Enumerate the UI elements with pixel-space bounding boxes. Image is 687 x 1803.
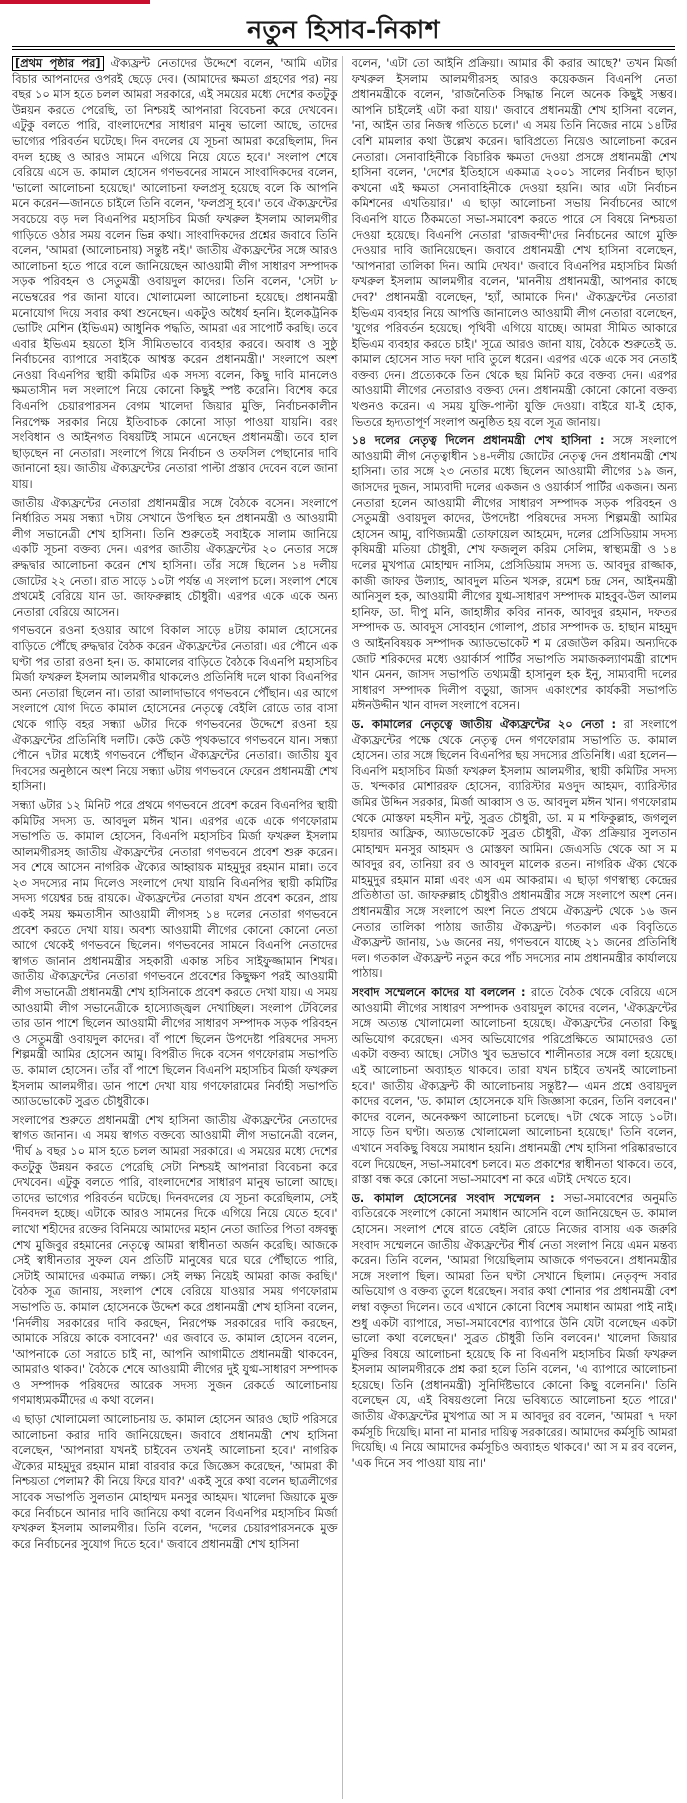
paragraph xyxy=(352,717,678,982)
headline-rule xyxy=(12,46,675,50)
paragraph-text: সঙ্গে সংলাপে আওয়ামী লীগ নেতৃত্বাধীন ১৪-দলীয় জোটের নেতৃত্ব দেন প্রধানমন্ত্রী শেখ হাসিনা। তার সঙ্গে ২৩ নেতার মধ্যে ছিলেন আওয়ামী লীগের ১৯ জন, জাসদের দুজন, সাম্যবাদী দলের একজন ও ওয়ার্কার্স পার্টির একজন। অন্য নেতারা হলেন আওয়ামী লীগের সাধারণ সম্পাদক সড়ক পরিবহন ও সেতুমন্ত্রী ওবায়দুল কাদের, উপদেষ্টা পরিষদের সদস্য শিল্পমন্ত্রী আমির হোসেন আমু, বাণিজ্যমন্ত্রী তোফায়েল আহমেদ, দলের প্রেসিডিয়াম সদস্য কৃষিমন্ত্রী মতিয়া চৌধুরী, শেখ ফজলুল করিম সেলিম, স্বাস্থ্যমন্ত্রী ও ১৪ দলের মুখপাত্র মোহাম্মদ নাসিম, প্রেসিডিয়াম সদস্য ড. আবদুর রাজ্জাক, কাজী জাফর উল্যাহ, আবদুল মতিন খসরু, রমেশ চন্দ্র সেন, আইনমন্ত্রী আনিসুল হক, আওয়ামী লীগের যুগ্ম-সাধারণ সম্পাদক মাহবুব-উল আলম হানিফ, ডা. দীপু মনি, জাহাঙ্গীর কবির নানক, আবদুর রহমান, দফতর সম্পাদক ড. আবদুস সোবহান গোলাপ, প্রচার সম্পাদক ড. হাছান মাহমুদ ও আইনবিষয়ক সম্পাদক অ্যাডভোকেট শ ম রেজাউল করিম। অন্যদিকে জোট শরিকদের মধ্যে ওয়ার্কার্স পার্টির সভাপতি সমাজকল্যাণমন্ত্রী রাশেদ খান মেনন, জাসদ সভাপতি তথ্যমন্ত্রী হাসানুল হক ইনু, সাম্যবাদী দলের সাধারণ সম্পাদক দিলীপ বড়ুয়া, জাসদ একাংশের কার্যকরী সভাপতি মঈনউদ্দীন খান বাদল সংলাপে বসেন। xyxy=(351,434,677,713)
paragraph xyxy=(352,1191,678,1472)
article-body xyxy=(12,56,677,1799)
paragraph-text: রা সংলাপে ঐক্যফ্রন্টের পক্ষে থেকে নেতৃত্ব দেন গণফোরাম সভাপতি ড. কামাল হোসেন। তার সঙ্গে ছিলেন বিএনপির ছয় সদস্যের প্রতিনিধি। এরা হলেন—বিএনপি মহাসচিব মির্জা ফখরুল ইসলাম আলমগীর, স্থায়ী কমিটির সদস্য ড. খন্দকার মোশাররফ হোসেন, ব্যারিস্টার মওদুদ আহমদ, ব্যারিস্টার জমির উদ্দিন সরকার, মির্জা আব্বাস ও ড. আবদুল মঈন খান। গণফোরাম থেকে মোস্তফা মহসীন মন্টু, সুব্রত চৌধুরী, ডা. ম ম শফিকুল্লাহ, জগলুল হায়দার আফ্রিক, অ্যাডভোকেট সুব্রত চৌধুরী, ঐক্য প্রক্রিয়ার সুলতান মোহাম্মদ মনসুর আহমদ ও মোস্তফা আমিন। জেএসডি থেকে আ স ম আবদুর রব, তানিয়া রব ও আবদুল মালেক রতন। নাগরিক ঐক্য থেকে মাহমুদুর রহমান মান্না এবং এস এম আকরাম। এ ছাড়া গণস্বাস্থ্য কেন্দ্রের প্রতিষ্ঠাতা ডা. জাফরুল্লাহ চৌধুরীও প্রধানমন্ত্রীর সঙ্গে সংলাপে অংশ নেন। প্রধানমন্ত্রীর সঙ্গে সংলাপে অংশ নিতে প্রথমে ঐক্যফ্রন্ট থেকে ১৬ জন নেতার তালিকা পাঠায় জাতীয় ঐক্যফ্রন্ট। গতকাল এক বিবৃতিতে ঐক্যফ্রন্ট জানায়, ১৬ জনের নয়, গণভবনে যাচ্ছে ২১ জনের প্রতিনিধি দল। গতকাল ঐক্যফ্রন্ট নতুন করে পাঁচ সদস্যের নাম প্রধানমন্ত্রীর কার্যালয়ে পাঠায়। xyxy=(351,717,677,981)
subheading-14-party: ১৪ দলের নেতৃত্ব দিলেন প্রধানমন্ত্রী শেখ হাসিনা : xyxy=(351,434,605,448)
paragraph: সংলাপের শুরুতে প্রধানমন্ত্রী শেখ হাসিনা জাতীয় ঐক্যফ্রন্টের নেতাদের স্বাগত জানান। এ সময় স্বাগত বক্তব্যে আওয়ামী লীগ সভানেত্রী বলেন, 'দীর্ঘ ৯ বছর ১০ মাস হতে চলল আমরা সরকারে। এ সময়ের মধ্যে দেশের কতটুকু উন্নয়ন করতে পেরেছি সেটা নিশ্চয়ই আপনারা বিবেচনা করে দেখবেন। এটুকু বলতে পারি, বাংলাদেশের সাধারণ মানুষ ভালো আছে। তাদের ভাগ্যের পরিবর্তন ঘটেছে। দিনবদলের যে সূচনা করেছিলাম, সেই দিনবদল হচ্ছে। এটাকে আরও সামনের দিকে এগিয়ে নিয়ে যেতে হবে।' লাখো শহীদের রক্তের বিনিময়ে আমাদের মহান নেতা জাতির পিতা বঙ্গবন্ধু শেখ মুজিবুর রহমানের নেতৃত্বে আমরা স্বাধীনতা অর্জন করেছি। আজকে সেই স্বাধীনতার সুফল যেন প্রতিটি মানুষের ঘরে ঘরে পৌঁছাতে পারি, সেটাই আমাদের একমাত্র লক্ষ্য। সেই লক্ষ্য নিয়েই আমরা কাজ করছি।' বৈঠক সূত্র জানায়, সংলাপ শেষে বেরিয়ে যাওয়ার সময় গণফোরাম সভাপতি ড. কামাল হোসেনকে উদ্দেশ করে প্রধানমন্ত্রী শেখ হাসিনা বলেন, 'নির্দলীয় সরকারের দাবি করছেন, নিরপেক্ষ সরকারের দাবি করছেন, আমাকে সরিয়ে কাকে বসাবেন?' এর জবাবে ড. কামাল হোসেন বলেন, 'আপনাকে তো সরাতে চাই না, আপনি আগামীতে প্রধানমন্ত্রী থাকবেন, আমরাও থাকব।' বৈঠকে শেষে আওয়ামী লীগের দুই যুগ্ম-সাধারণ সম্পাদক ও সম্পাদক পরিষদের আরেক সদস্য সুজন রেকর্ডে আলোচনায় গণমাধ্যমকর্মীদের এ কথা বলেন। xyxy=(12,1113,338,1408)
subheading-oikkofront: ড. কামালের নেতৃত্বে জাতীয় ঐক্যফ্রন্টের ২০ নেতা : xyxy=(351,717,617,731)
section-accent-bar xyxy=(0,0,150,4)
paragraph: সন্ধ্যা ৬টার ১২ মিনিট পরে প্রথমে গণভবনে প্রবেশ করেন বিএনপির স্থায়ী কমিটির সদস্য ড. আবদুল মঈন খান। এরপর একে একে গণফোরাম সভাপতি ড. কামাল হোসেন, বিএনপি মহাসচিব মির্জা ফখরুল ইসলাম আলমগীরসহ জাতীয় ঐক্যফ্রন্টের নেতারা গণভবনে প্রবেশ শুরু করেন। সব শেষে আসেন নাগরিক ঐক্যের আহ্বায়ক মাহমুদুর রহমান মান্না। তবে ২৩ সদস্যের নাম দিলেও সংলাপে দেখা যায়নি বিএনপির স্থায়ী কমিটির সদস্য গয়েশ্বর চন্দ্র রায়কে। ঐক্যফ্রন্টের নেতারা যখন প্রবেশ করেন, প্রায় একই সময় ক্ষমতাসীন আওয়ামী লীগসহ ১৪ দলের নেতারা গণভবনে প্রবেশ করতে দেখা যায়। অবশ্য আওয়ামী লীগের কোনো কোনো নেতা আগে থেকেই গণভবনে ছিলেন। গণভবনের সামনে বিএনপি নেতাদের স্বাগত জানান প্রধানমন্ত্রীর সহকারী একান্ত সচিব সাইফুজ্জামান শিখর। জাতীয় ঐক্যফ্রন্টের নেতারা গণভবনে প্রবেশের কিছুক্ষণ পরই আওয়ামী লীগ সভানেত্রী প্রধানমন্ত্রী শেখ হাসিনাকে প্রবেশ করতে দেখা যায়। এ সময় আওয়ামী লীগ সভানেত্রীকে হাস্যোজ্জ্বল দেখাচ্ছিল। সংলাপ টেবিলের তার ডান পাশে ছিলেন আওয়ামী লীগের সাধারণ সম্পাদক সড়ক পরিবহন ও সেতুমন্ত্রী ওবায়দুল কাদের। বাঁ পাশে ছিলেন উপদেষ্টা পরিষদের সদস্য শিল্পমন্ত্রী আমির হোসেন আমু। বিপরীত দিকে বসেন গণফোরাম সভাপতি ড. কামাল হোসেন। তাঁর বাঁ পাশে ছিলেন বিএনপি মহাসচিব মির্জা ফখরুল ইসলাম আলমগীর। ডান পাশে দেখা যায় গণফোরামের নির্বাহী সভাপতি অ্যাডভোকেট সুব্রত চৌধুরীকে। xyxy=(12,798,338,1109)
paragraph: এ ছাড়া খোলামেলা আলোচনায় ড. কামাল হোসেন আরও ছোট পরিসরে আলোচনা করার দাবি জানিয়েছেন। জবাবে প্রধানমন্ত্রী শেখ হাসিনা বলেছেন, 'আপনারা যখনই চাইবেন তখনই আলোচনা হবে।' নাগরিক ঐক্যের মাহমুদুর রহমান মান্না বারবার করে জিজ্ঞেস করেছেন, 'আমরা কী নিশ্চয়তা পেলাম? কী নিয়ে ফিরে যাব?' একই সুরে কথা বলেন ছাত্রলীগের সাবেক সভাপতি সুলতান মোহাম্মদ মনসুর আহমদ। খালেদা জিয়াকে মুক্ত করে নির্বাচনে আনার দাবি জানিয়ে কথা বলেন বিএনপির মহাসচিব মির্জা ফখরুল ইসলাম আলমগীর। তিনি বলেন, 'দলের চেয়ারপারসনকে মুক্ত করে নির্বাচনের সুযোগ দিতে হবে।' জবাবে প্রধানমন্ত্রী শেখ হাসিনা xyxy=(12,1413,338,1551)
paragraph: বলেন, 'এটা তো আইনি প্রক্রিয়া। আমার কী করার আছে?' তখন মির্জা ফখরুল ইসলাম আলমগীরসহ আরও কয়েকজন বিএনপি নেতা প্রধানমন্ত্রীকে বলেন, 'রাজনৈতিক সিদ্ধান্ত নিলে অনেক কিছুই সম্ভব। আপনি চাইলেই এটা করা যায়।' জবাবে প্রধানমন্ত্রী শেখ হাসিনা বলেন, 'না, আইন তার নিজস্ব গতিতে চলে।' এ সময় তিনি নিজের নামে ১৪টির বেশি মামলার কথা উল্লেখ করেন। দ্বাবিপ্রত্যে নিয়েও আলোচনা করেন নেতারা। সেনাবাহিনীকে বিচারিক ক্ষমতা দেওয়া প্রসঙ্গে প্রধানমন্ত্রী শেখ হাসিনা বলেন, 'দেশের ইতিহাসে একমাত্র ২০০১ সালের নির্বাচন ছাড়া কখনো এই ক্ষমতা সেনাবাহিনীকে দেওয়া হয়নি। আর এটা নির্বাচন কমিশনের এখতিয়ার।' এ ছাড়া আলোচনা সভায় নির্বাচনের আগে বিএনপি যাতে ঠিকমতো সভা-সমাবেশ করতে পারে সে বিষয়ে নিশ্চয়তা দেওয়া হয়েছে। বিএনপি নেতারা 'রাজবন্দী'দের নির্বাচনের আগে মুক্তি দেওয়ার দাবি জানিয়েছেন। জবাবে প্রধানমন্ত্রী শেখ হাসিনা বলেছেন, 'আপনারা তালিকা দিন। আমি দেখব।' জবাবে বিএনপির মহাসচিব মির্জা ফখরুল ইসলাম আলমগীর বলেন, 'মাননীয় প্রধানমন্ত্রী, আপনার কাছে দেব?' প্রধানমন্ত্রী বলেছেন, 'হ্যাঁ, আমাকে দিন।' ঐক্যফ্রন্টের নেতারা ইভিএম ব্যবহার নিয়ে আপত্তি জানালেও আওয়ামী লীগ নেতারা বলেছেন, 'যুগের পরিবর্তন হয়েছে। পৃথিবী এগিয়ে যাচ্ছে। আমরা সীমিত আকারে ইভিএম ব্যবহার করতে চাই।' সূত্রে আরও জানা যায়, বৈঠকে শুরুতেই ড. কামাল হোসেন সাত দফা দাবি তুলে ধরেন। এরপর একে একে সব নেতাই বক্তব্য দেন। প্রত্যেককে তিন থেকে ছয় মিনিট করে বক্তব্য দেন। এরপর আওয়ামী লীগের নেতারাও বক্তব্য দেন। প্রধানমন্ত্রী কোনো কোনো বক্তব্য খণ্ডনও করেন। এ সময় যুক্তি-পাল্টা যুক্তি দেওয়া। বাইরে যা-ই হোক, ভিতরে হৃদ্যতাপূর্ণ সংলাপ অনুষ্ঠিত হয় বলে সূত্র জানায়। xyxy=(351,57,677,429)
paragraph-text: ঐক্যফ্রন্ট নেতাদের উদ্দেশে বলেন, 'আমি এটার বিচার আপনাদের ওপরই ছেড়ে দেব। (আমাদের ক্ষমতা গ্রহণের পর) নয় বছর ১০ মাস হতে চলল আমরা সরকারে, এই সময়ের মধ্যে দেশের কতটুকু উন্নয়ন করতে পেরেছি, তা নিশ্চয়ই আপনারা বিবেচনা করে দেখবেন। এটুকু বলতে পারি, বাংলাদেশের সাধারণ মানুষ ভালো আছে, তাদের ভাগ্যের পরিবর্তন ঘটেছে। দিন বদলের যে সূচনা আমরা করেছিলাম, দিন বদল হচ্ছে ও আরও সামনে এগিয়ে নিয়ে যেতে হবে।' সংলাপ শেষে বেরিয়ে এসে ড. কামাল হোসেন গণভবনের সামনে সাংবাদিকদের বলেন, 'ভালো আলোচনা হয়েছে।' আলোচনা ফলপ্রসূ হয়েছে বলে কি আপনি মনে করেন—জানতে চাইলে তিনি বলেন, 'ফলপ্রসূ হবে।' তবে ঐক্যফ্রন্টের সবচেয়ে বড় দল বিএনপির মহাসচিব মির্জা ফখরুল ইসলাম আলমগীর গাড়িতে ওঠার সময় বলেন ভিন্ন কথা। সাংবাদিকদের প্রশ্নের জবাবে তিনি বলেন, 'আমরা (আলোচনায়) সন্তুষ্ট নই।' জাতীয় ঐক্যফ্রন্টের সঙ্গে আরও আলোচনা হতে পারে বলে জানিয়েছেন আওয়ামী লীগ সাধারণ সম্পাদক সড়ক পরিবহন ও সেতুমন্ত্রী ওবায়দুল কাদের। তিনি বলেন, 'সেটা ৮ নভেম্বরের পর জানা যাবে। খোলামেলা আলোচনা হয়েছে। প্রধানমন্ত্রী মনোযোগ দিয়ে সবার কথা শুনেছেন। একটুও অধৈর্য হননি। ইলেকট্রনিক ভোটিং মেশিন (ইভিএম) আধুনিক পদ্ধতি, আমরা এর সাপোর্ট করছি। তবে এবার ইভিএম হয়তো ইসি সীমিতভাবে ব্যবহার করবে। অবাধ ও সুষ্ঠু নির্বাচনের ব্যাপারে সবাইকে আশ্বস্ত করেন প্রধানমন্ত্রী।' সংলাপে অংশ নেওয়া বিএনপির স্থায়ী কমিটির এক সদস্য বলেন, কিছু দাবি মানলেও ক্ষমতাসীন দল সংলাপে নিয়ে কোনো কিছুই স্পষ্ট করেনি। বিশেষ করে বিএনপি চেয়ারপারসন বেগম খালেদা জিয়ার মুক্তি, নির্বাচনকালীন নিরপেক্ষ সরকার নিয়ে ইতিবাচক কোনো সাড়া পাওয়া যায়নি। বরং সংবিধান ও আইনগত বিষয়টিই সামনে এনেছেন প্রধানমন্ত্রী। তবে হাল ছাড়ছেন না নেতারা। সংলাপে গিয়ে নির্বাচন ও তফসিল পেছানোর দাবি জানানো হয়। জাতীয় ঐক্যফ্রন্টের নেতারা পাল্টা প্রস্তাব দেবেন বলে জানা যায়। xyxy=(12,57,338,492)
left-column xyxy=(12,56,338,1799)
paragraph xyxy=(352,433,678,714)
paragraph xyxy=(352,985,678,1188)
paragraph-text: রাতে বৈঠক থেকে বেরিয়ে এসে আওয়ামী লীগের সাধারণ সম্পাদক ওবায়দুল কাদের বলেন, 'ঐক্যফ্রন্টের সঙ্গে অত্যন্ত খোলামেলা আলোচনা হয়েছে। ঐক্যফ্রন্টের নেতারা কিছু অভিযোগ করেছেন। এসব অভিযোগের পরিপ্রেক্ষিতে আমাদেরও তো একটা বক্তব্য আছে। সেটাও খুব ভদ্রভাবে শালীনতার সঙ্গে বলা হয়েছে। এই আলোচনা অব্যাহত থাকবে। তারা যখন চাইবে তখনই আলোচনা হবে।' জাতীয় ঐক্যফ্রন্ট কী আলোচনায় সন্তুষ্ট?— এমন প্রশ্নে ওবায়দুল কাদের বলেন, 'ড. কামাল হোসেনকে যদি জিজ্ঞাসা করেন, তিনি বলবেন।' কাদের বলেন, অনেকক্ষণ আলোচনা চলেছে। ৭টা থেকে সাড়ে ১০টা। সাড়ে তিন ঘণ্টা। অত্যন্ত খোলামেলা আলোচনা হয়েছে।' তিনি বলেন, এখানে সবকিছু বিষয়ে সমাধান হয়নি। প্রধানমন্ত্রী শেখ হাসিনা পরিষ্কারভাবে বলে দিয়েছেন, সভা-সমাবেশ চলবে। মত প্রকাশের স্বাধীনতা থাকবে। তবে, রাস্তা বন্ধ করে কোনো সভা-সমাবেশ না করে এটাই দেখতে হবে। xyxy=(351,986,677,1187)
paragraph xyxy=(12,56,338,493)
continued-from-tag: [প্রথম পৃষ্ঠার পর] xyxy=(12,56,104,71)
right-column xyxy=(352,56,678,1799)
subheading-kamal-press: ড. কামাল হোসেনের সংবাদ সম্মেলন : xyxy=(351,1191,555,1205)
paragraph: জাতীয় ঐক্যফ্রন্টের নেতারা প্রধানমন্ত্রীর সঙ্গে বৈঠকে বসেন। সংলাপে নির্ধারিত সময় সন্ধ্যা ৭টায় সেখানে উপস্থিত হন প্রধানমন্ত্রী ও আওয়ামী লীগ সভানেত্রী শেখ হাসিনা। তিনি শুরুতেই সবাইকে সালাম জানিয়ে একটি সূচনা বক্তব্য দেন। এরপর জাতীয় ঐক্যফ্রন্টের ২০ নেতার সঙ্গে রুদ্ধদ্বার আলোচনা করেন শেখ হাসিনা। তাঁর সঙ্গে ছিলেন ১৪ দলীয় জোটের ২২ নেতা। রাত সাড়ে ১০টা পর্যন্ত এ সংলাপ চলে। সংলাপ শেষে প্রথমেই বেরিয়ে যান ডা. জাফরুল্লাহ চৌধুরী। এরপর একে একে অন্য নেতারা বেরিয়ে আসেন। xyxy=(12,496,338,619)
paragraph: গণভবনে রওনা হওয়ার আগে বিকাল সাড়ে ৪টায় কামাল হোসেনের বাড়িতে পৌঁছে রুদ্ধদ্বার বৈঠক করেন ঐক্যফ্রন্টের নেতারা। এর পৌনে এক ঘণ্টা পর তারা রওনা হন। ড. কামালের বাড়িতে বৈঠকে বিএনপি মহাসচিব মির্জা ফখরুল ইসলাম আলমগীর থাকলেও প্রতিনিধি দলে থাকা বিএনপির অন্য নেতারা ছিলেন না। তারা আলাদাভাবে গণভবনে পৌঁছান। এর আগে সংলাপে যোগ দিতে কামাল হোসেনের নেতৃত্বে বেইলি রোডে তার বাসা থেকে গাড়ি বহর সন্ধ্যা ৬টার দিকে গণভবনের উদ্দেশে রওনা হয় ঐক্যফ্রন্টের প্রতিনিধি দলটি। কেউ কেউ পৃথকভাবে গণভবনে যান। সন্ধ্যা পৌনে ৭টার মধ্যেই গণভবনে পৌঁছান ঐক্যফ্রন্টের নেতারা। জাতীয় যুব দিবসের অনুষ্ঠানে অংশ নিয়ে সন্ধ্যা ৬টায় গণভবনে ফেরেন প্রধানমন্ত্রী শেখ হাসিনা। xyxy=(12,624,338,794)
page-headline: নতুন হিসাব-নিকাশ xyxy=(247,15,440,44)
paragraph-text: সভা-সমাবেশের অনুমতি ব্যতিরেকে সংলাপে কোনো সমাধান আসেনি বলে জানিয়েছেন ড. কামাল হোসেন। সংলাপ শেষে রাতে বেইলি রোডে নিজের বাসায় এক জরুরি সংবাদ সম্মেলনে জাতীয় ঐক্যফ্রন্টের শীর্ষ নেতা সংলাপ নিয়ে এমন মন্তব্য করেন। তিনি বলেন, 'আমরা গিয়েছিলাম আজকে গণভবনে। প্রধানমন্ত্রীর সঙ্গে সংলাপ ছিল। আমরা তিন ঘণ্টা সেখানে ছিলাম। নেতৃবৃন্দ সবার অভিযোগ ও বক্তব্য তুলে ধরেছেন। সবার কথা শোনার পর প্রধানমন্ত্রী বেশ লম্বা বক্তৃতা দিলেন। তবে এখানে কোনো বিশেষ সমাধান আমরা পাই নাই। শুধু একটা ব্যাপারে, সভা-সমাবেশের ব্যাপারে উনি যেটা বলেছেন একটা ভালো কথা বলেছেন।' সুব্রত চৌধুরী তিনি বলবেন।' খালেদা জিয়ার মুক্তির বিষয়ে আলোচনা হয়েছে কি না বিএনপি মহাসচিব মির্জা ফখরুল ইসলাম আলমগীরকে প্রশ্ন করা হলে তিনি বলেন, 'এ ব্যাপারে আলোচনা হয়েছে। তিনি (প্রধানমন্ত্রী) সুনির্দিষ্টভাবে কোনো কিছু বলেননি।' তিনি বলেছেন যে, এই বিষয়গুলো নিয়ে ভবিষ্যতে আলোচনা হতে পারে।' জাতীয় ঐক্যফ্রন্টের মুখপাত্র আ স ম আবদুর রব বলেন, 'আমরা ৭ দফা কর্মসূচি দিয়েছি। মানা না মানার দায়িত্ব সরকারের। আমাদের কর্মসূচি আমরা দিয়েছি। এ নিয়ে আমাদের কর্মসূচিও অব্যাহত থাকবে।' আ স ম রব বলেন, 'এক দিনে সব পাওয়া যায় না।' xyxy=(351,1191,677,1470)
subheading-quader-press: সংবাদ সম্মেলনে কাদের যা বললেন : xyxy=(351,986,526,1000)
